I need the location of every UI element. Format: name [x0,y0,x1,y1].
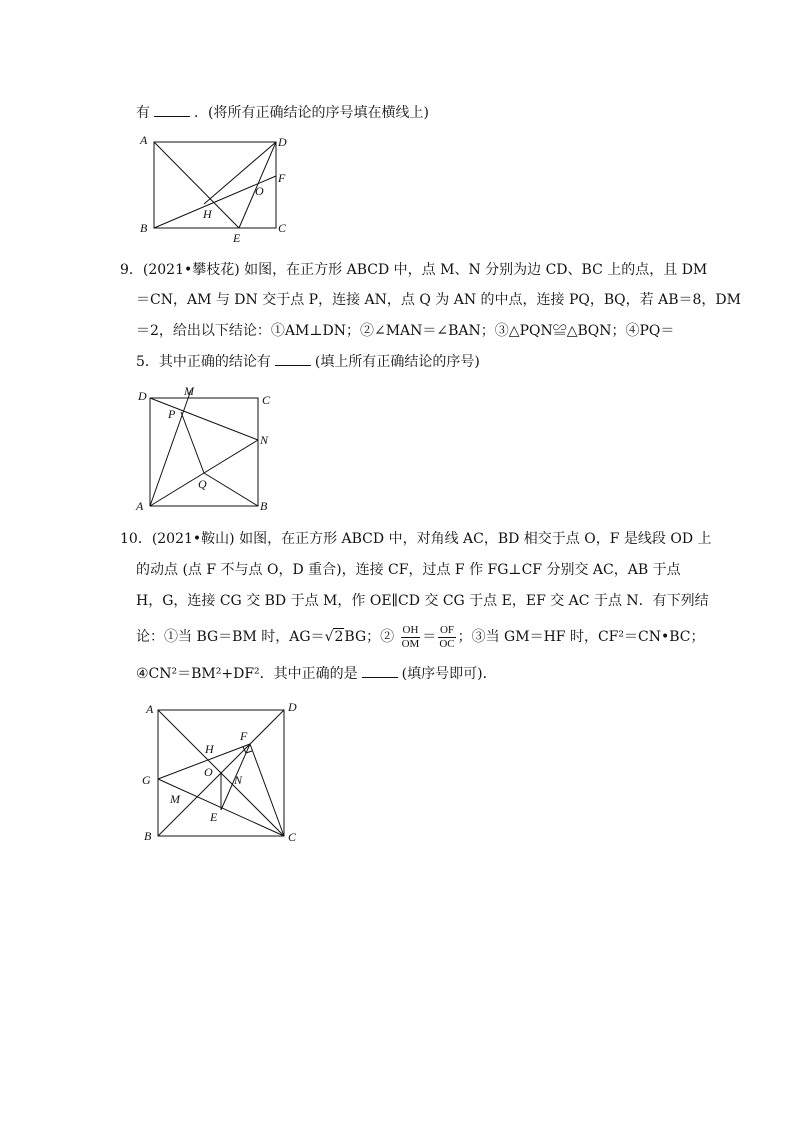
q10-fraction-of-oc [438,624,455,651]
q10-line-4 [136,622,704,652]
q10-answer-prefix: ④CN²＝BM²+DF²．其中正确的是 [136,666,358,682]
q10-line-2: 的动点 (点 F 不与点 O，D 重合)，连接 CF，过点 F 作 FG⊥CF 分别交 AC，AB 于点 [136,562,681,578]
q8-label-a: A [140,133,148,147]
q10-answer-suffix: (填序号即可)． [401,666,497,682]
q10-label-h: H [205,742,214,756]
q10-label-b: B [144,829,152,843]
q9-label-n: N [260,433,269,447]
q10-sqrt-arg: 2 [334,629,344,645]
q8-prefix: 有 [136,105,150,121]
q8-answer-line [136,104,429,122]
q9-line-pq [181,412,204,473]
q8-label-e: E [233,231,241,245]
q10-line4-a: 论：①当 BG＝BM 时，AG＝ [136,629,325,645]
q10-equal: ＝ [422,629,437,645]
q9-label-a: A [136,499,144,513]
q8-label-d: D [278,135,287,149]
q10-fraction-oh-om [401,624,421,651]
q9-label-p: P [168,407,176,421]
q10-line-5 [136,665,497,683]
q10-label-g: G [142,773,151,787]
q8-answer-blank[interactable] [154,104,190,117]
q8-label-b: B [140,221,148,235]
q10-figure [140,700,310,850]
q9-answer-suffix: (填上所有正确结论的序号) [314,354,480,370]
q10-line-fc [250,744,284,836]
q9-label-b: B [260,499,268,513]
q10-label-e: E [210,810,218,824]
frac1-numerator: OH [402,623,419,636]
q9-answer-prefix: 5．其中正确的结论有 [136,354,271,370]
q10-line4-c: ；③当 GM＝HF 时，CF²＝CN•BC； [457,629,705,645]
q9-label-m: M [184,384,194,398]
q9-label-d: D [138,389,147,403]
q8-line-dh [204,142,276,204]
q10-line4-b: BG；② [344,629,395,645]
q10-line-3: H，G，连接 CG 交 BD 于点 M，作 OE∥CD 交 CG 于点 E，EF 交 AC 于点 N．有下列结 [136,593,709,609]
sqrt-symbol: √ [324,629,334,645]
q9-line-dn [150,398,258,440]
q9-line-3: ＝2，给出以下结论：①AM⊥DN；②∠MAN＝∠BAN；③△PQN≌△BQN；④PQ＝ [136,323,675,339]
q8-suffix: ．(将所有正确结论的序号填在横线上) [194,105,429,121]
frac1-denominator: OM [401,637,420,650]
q10-label-o: O [204,765,213,779]
q10-line-1: 10．(2021•鞍山) 如图，在正方形 ABCD 中，对角线 AC，BD 相交于点 O，F 是线段 OD 上 [120,531,712,547]
q10-label-a: A [146,702,154,716]
q9-label-q: Q [198,477,207,491]
q9-answer-blank[interactable] [275,353,311,366]
q9-line-qb [204,473,258,506]
q9-line-1: 9．(2021•攀枝花) 如图，在正方形 ABCD 中，点 M、N 分别为边 CD、BC 上的点，且 DM [120,262,708,278]
q10-label-n: N [234,773,243,787]
q10-answer-blank[interactable] [362,665,398,678]
q8-label-o: O [255,184,264,198]
q9-line-4 [136,353,480,371]
q9-label-c: C [262,393,271,407]
q10-label-f: F [240,729,248,743]
q9-line-2: ＝CN，AM 与 DN 交于点 P，连接 AN，点 Q 为 AN 的中点，连接 PQ，BQ，若 AB＝8，DM [136,292,741,308]
q10-label-c: C [288,830,297,844]
q9-figure [136,386,286,516]
q8-label-f: F [278,171,286,185]
q10-label-d: D [288,700,297,714]
q10-label-m: M [170,792,180,806]
q8-label-h: H [203,207,212,221]
frac2-numerator: OF [439,623,454,636]
q8-figure [136,134,296,244]
q8-label-c: C [278,221,287,235]
frac2-denominator: OC [439,637,455,650]
